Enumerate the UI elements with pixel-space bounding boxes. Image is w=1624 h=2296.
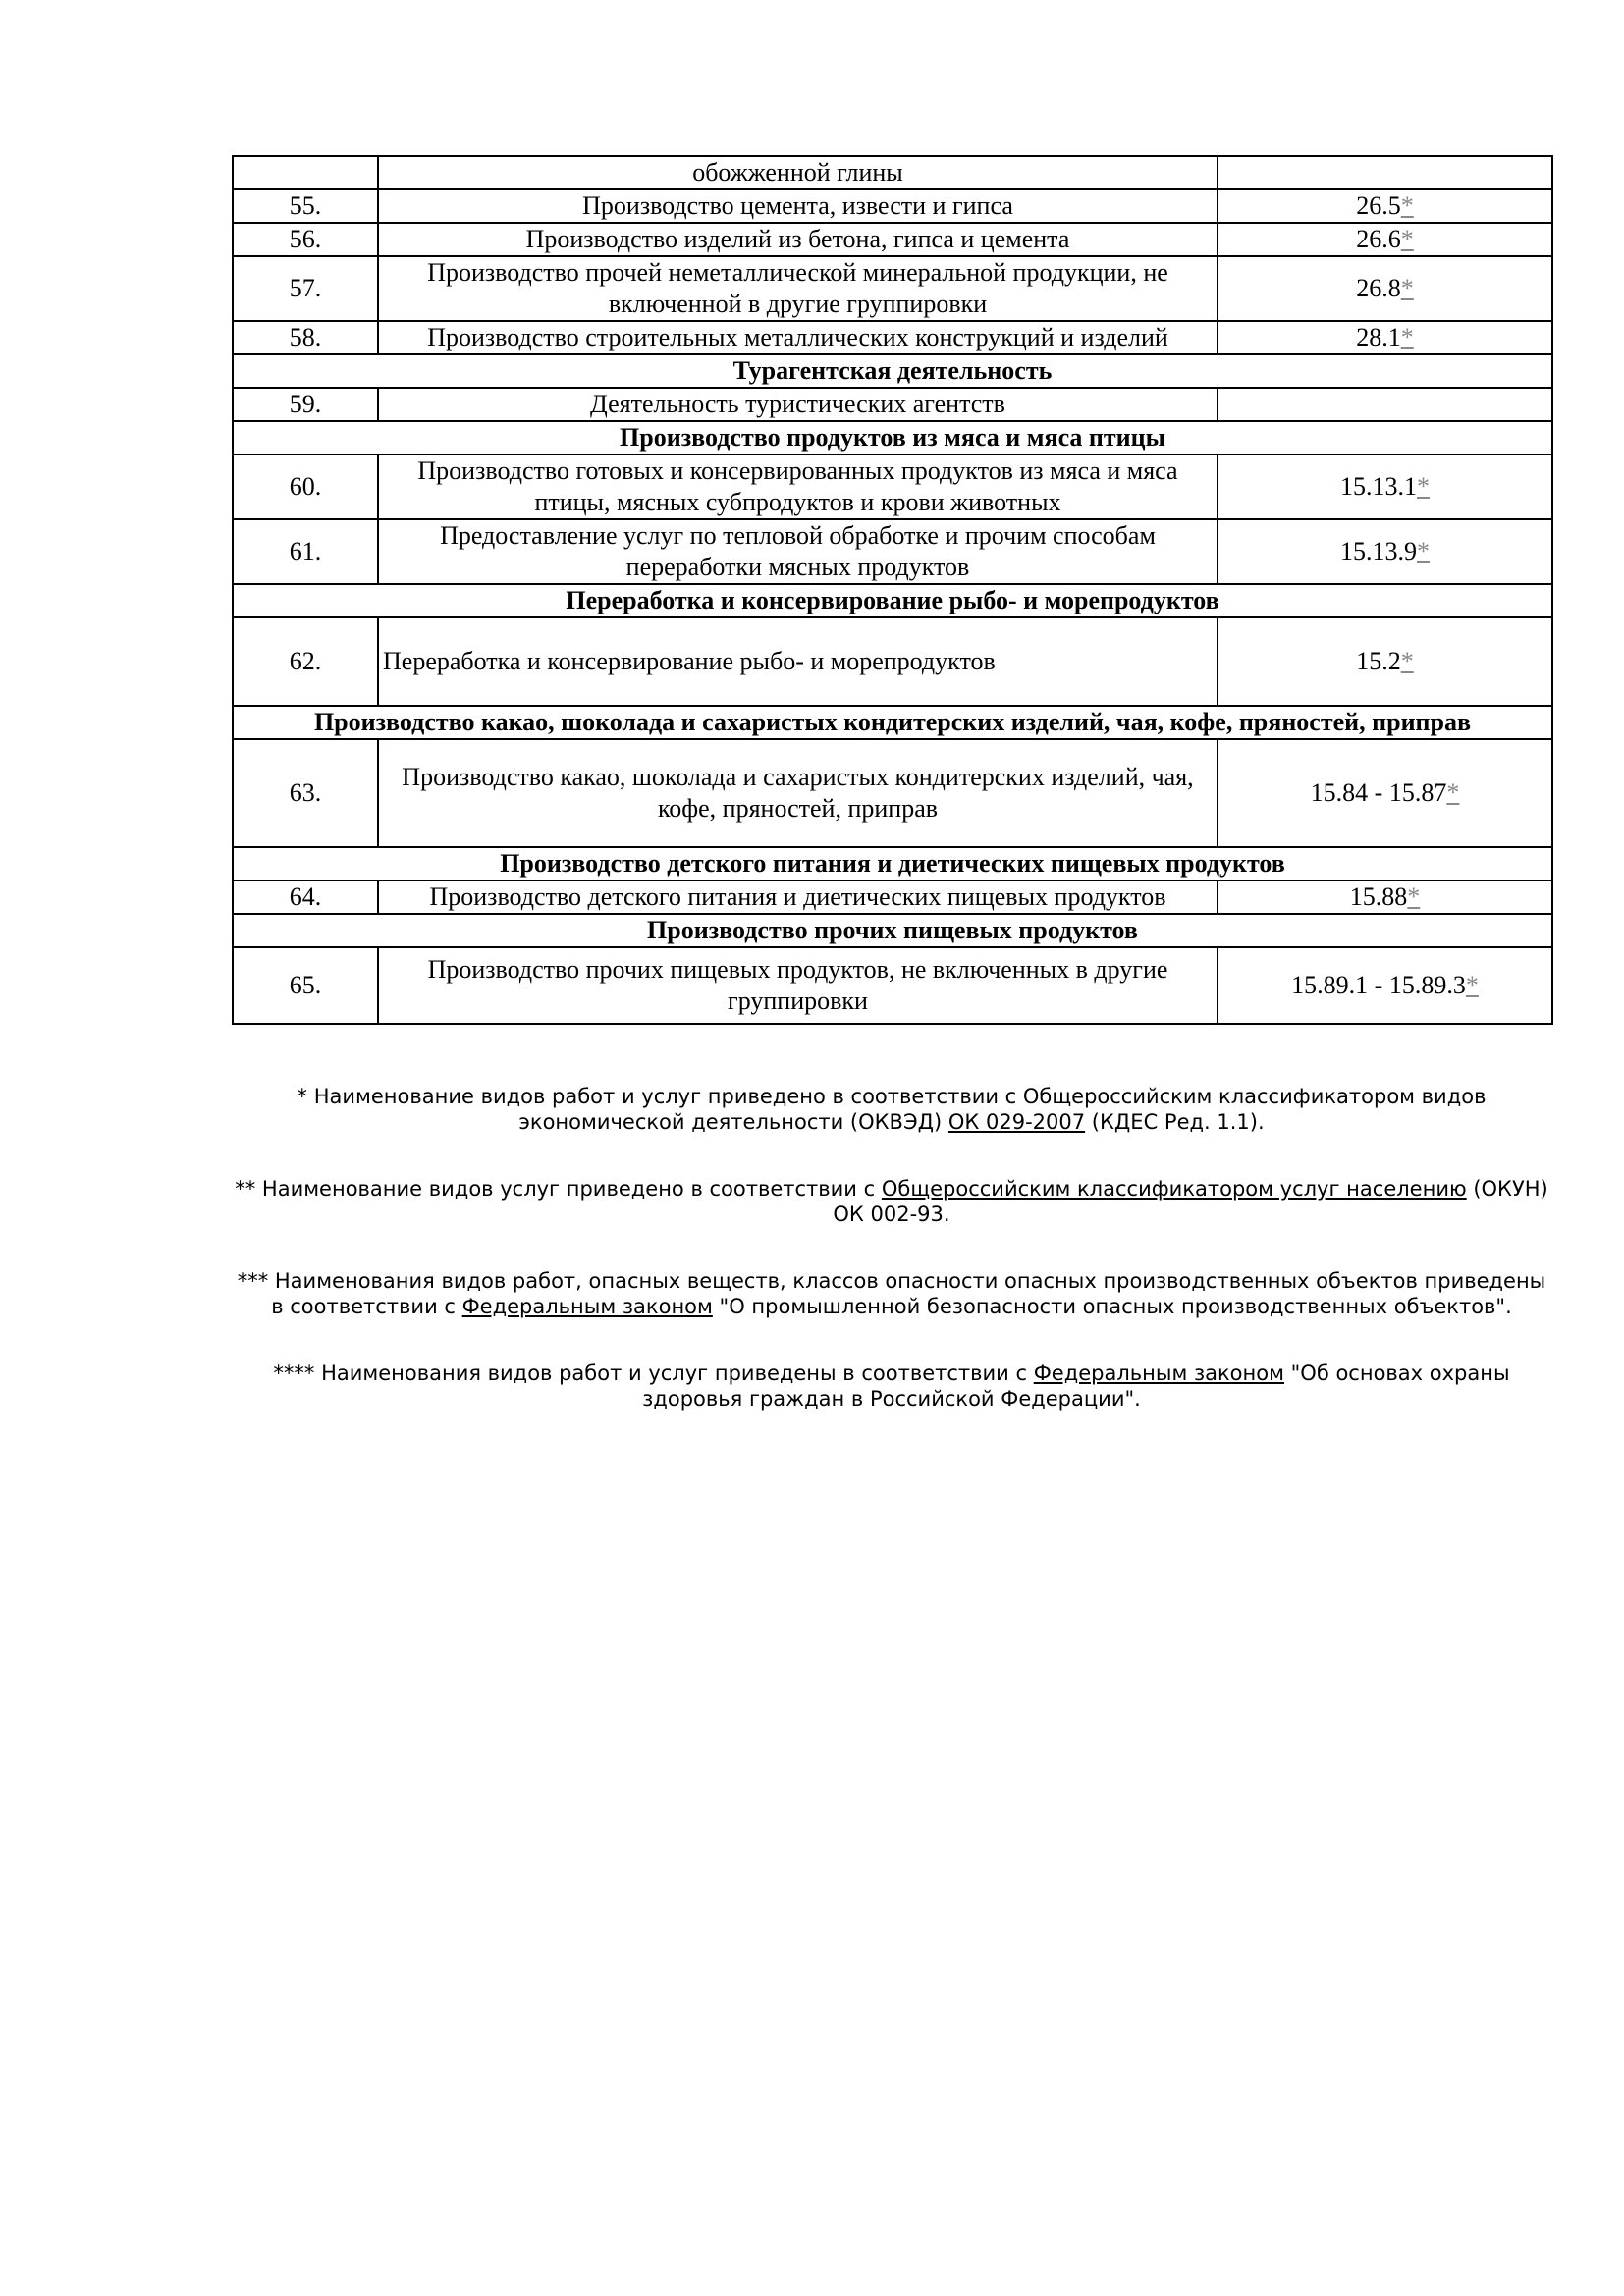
section-title: Производство какао, шоколада и сахаристых кондитерских изделий, чая, кофе, пряностей, приправ [233, 706, 1552, 739]
table-row [233, 519, 1552, 584]
footnote-3: *** Наименования видов работ, опасных веществ, классов опасности опасных производственных объектов приведены в соответствии с Федеральным законом "О промышленной безопасности опасных производственных объектов". [237, 1269, 1546, 1318]
okved-code-value: 15.13.1 [1340, 472, 1417, 501]
okved-link[interactable]: ОК 029-2007 [947, 1110, 1086, 1134]
table-row [233, 256, 1552, 321]
row-number: 61. [233, 519, 378, 584]
table-row [233, 321, 1552, 354]
okved-code [1218, 189, 1552, 223]
row-number: 64. [233, 881, 378, 914]
row-number: 59. [233, 388, 378, 421]
table-row [233, 881, 1552, 914]
footnote-star-link[interactable]: * [1465, 971, 1479, 999]
activity-name: Производство цемента, извести и гипса [378, 189, 1218, 223]
okved-code [1218, 519, 1552, 584]
okved-code-value: 15.84 - 15.87 [1310, 778, 1447, 807]
federal-law-health-link[interactable]: Федеральным законом [1033, 1362, 1284, 1385]
table-row [233, 947, 1552, 1024]
section-header-row [233, 914, 1552, 947]
footnote-2: ** Наименование видов услуг приведено в соответствии с Общероссийским классификатором услуг населению (ОКУН) ОК 002-93. [235, 1177, 1548, 1226]
okun-link[interactable]: Общероссийским классификатором услуг населению [881, 1177, 1467, 1201]
okved-code [1218, 617, 1552, 706]
activity-name: Деятельность туристических агентств [378, 388, 1218, 421]
row-number: 56. [233, 223, 378, 256]
row-number: 62. [233, 617, 378, 706]
section-title: Турагентская деятельность [233, 354, 1552, 388]
footnote-4: **** Наименования видов работ и услуг приведены в соответствии с Федеральным законом "Об основах охраны здоровья граждан в Российской Федерации". [273, 1362, 1510, 1411]
row-number: 65. [233, 947, 378, 1024]
okved-code [1218, 881, 1552, 914]
footnote-star-link[interactable]: * [1400, 647, 1414, 675]
okved-code-value: 15.2 [1356, 647, 1401, 675]
row-number: 58. [233, 321, 378, 354]
footnote-1: * Наименование видов работ и услуг приведено в соответствии с Общероссийским классификатором видов экономической деятельности (ОКВЭД) ОК 029-2007 (КДЕС Ред. 1.1). [297, 1085, 1487, 1134]
footnote-star-link[interactable]: * [1400, 274, 1414, 302]
okved-code [1218, 739, 1552, 847]
activity-name: Производство строительных металлических конструкций и изделий [378, 321, 1218, 354]
row-number: 63. [233, 739, 378, 847]
table-row [233, 388, 1552, 421]
activity-name: обожженной глины [378, 156, 1218, 189]
okved-code-value: 28.1 [1356, 323, 1401, 351]
activity-name: Производство прочей неметаллической минеральной продукции, не включенной в другие группировки [378, 256, 1218, 321]
activities-table [232, 155, 1553, 1025]
activity-name: Предоставление услуг по тепловой обработке и прочим способам переработки мясных продуктов [378, 519, 1218, 584]
okved-code-value: 26.8 [1356, 274, 1401, 302]
okved-code [1218, 388, 1552, 421]
activity-name: Производство какао, шоколада и сахаристых кондитерских изделий, чая, кофе, пряностей, приправ [378, 739, 1218, 847]
okved-code [1218, 454, 1552, 519]
footnote-star-link[interactable]: * [1407, 882, 1421, 911]
table-row [233, 189, 1552, 223]
section-header-row [233, 847, 1552, 881]
row-number: 55. [233, 189, 378, 223]
section-header-row [233, 354, 1552, 388]
section-title: Производство прочих пищевых продуктов [233, 914, 1552, 947]
activities-table-body [233, 156, 1552, 1024]
okved-code-value: 15.13.9 [1340, 537, 1417, 565]
footnote-star-link[interactable]: * [1400, 225, 1414, 253]
okved-code-value: 26.5 [1356, 191, 1401, 220]
table-row [233, 223, 1552, 256]
row-number: 60. [233, 454, 378, 519]
activity-name: Производство готовых и консервированных продуктов из мяса и мяса птицы, мясных субпродуктов и крови животных [378, 454, 1218, 519]
section-header-row [233, 584, 1552, 617]
footnote-star-link[interactable]: * [1417, 472, 1430, 501]
row-number [233, 156, 378, 189]
footnote-star-link[interactable]: * [1446, 778, 1460, 807]
okved-code [1218, 321, 1552, 354]
okved-code [1218, 156, 1552, 189]
section-title: Производство продуктов из мяса и мяса птицы [233, 421, 1552, 454]
activity-name: Производство детского питания и диетических пищевых продуктов [378, 881, 1218, 914]
okved-code [1218, 223, 1552, 256]
row-number: 57. [233, 256, 378, 321]
activity-name: Переработка и консервирование рыбо- и морепродуктов [378, 617, 1218, 706]
okved-code-value: 15.89.1 - 15.89.3 [1291, 971, 1466, 999]
table-row [233, 156, 1552, 189]
activity-name: Производство прочих пищевых продуктов, не включенных в другие группировки [378, 947, 1218, 1024]
section-title: Переработка и консервирование рыбо- и морепродуктов [233, 584, 1552, 617]
footnote-star-link[interactable]: * [1400, 191, 1414, 220]
section-header-row [233, 706, 1552, 739]
table-row [233, 454, 1552, 519]
table-row [233, 617, 1552, 706]
federal-law-link[interactable]: Федеральным законом [461, 1295, 713, 1318]
okved-code-value: 15.88 [1349, 882, 1408, 911]
table-row [233, 739, 1552, 847]
activity-name: Производство изделий из бетона, гипса и цемента [378, 223, 1218, 256]
okved-code [1218, 256, 1552, 321]
footnotes [232, 1084, 1551, 1453]
footnote-star-link[interactable]: * [1400, 323, 1414, 351]
okved-code-value: 26.6 [1356, 225, 1401, 253]
footnote-star-link[interactable]: * [1417, 537, 1430, 565]
section-title: Производство детского питания и диетических пищевых продуктов [233, 847, 1552, 881]
okved-code [1218, 947, 1552, 1024]
section-header-row [233, 421, 1552, 454]
